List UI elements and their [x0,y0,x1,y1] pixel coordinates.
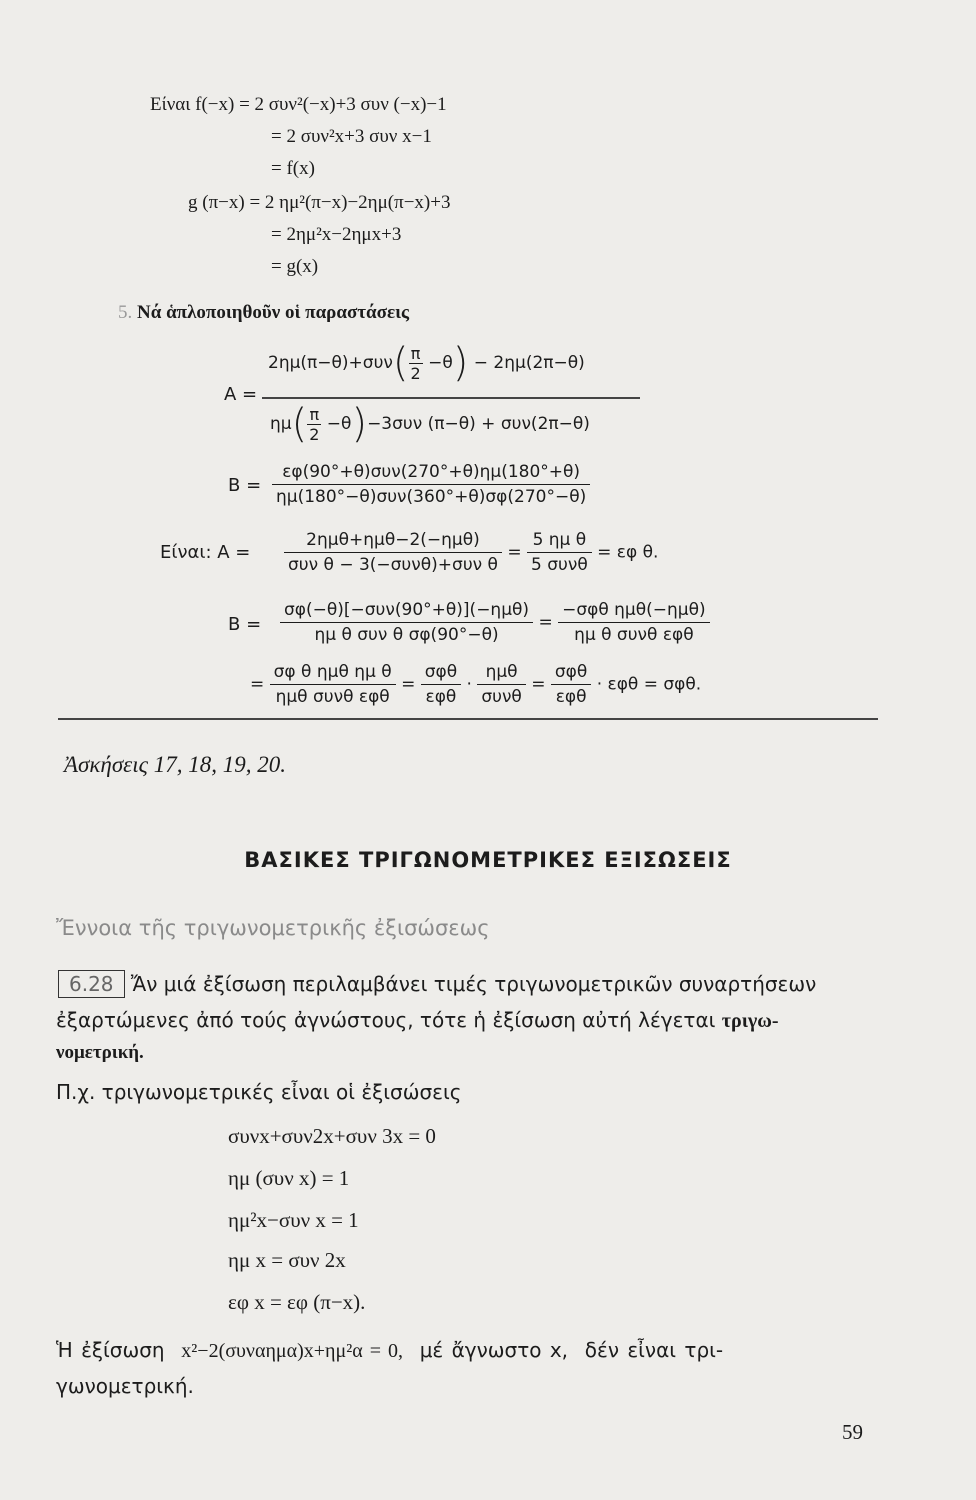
equation-2: ημ (συν x) = 1 [228,1166,350,1190]
solA-den: συν θ − 3(−συνθ)+συν θ [288,555,498,575]
B-denominator: ημ(180°−θ)συν(360°+θ)σφ(270°−θ) [276,487,587,507]
solB2-result: · εφθ = σφθ. [596,674,702,695]
counter-equation: x²−2(συναημα)x+ημ²α = 0, [181,1340,403,1362]
equation-4: ημ x = συν 2x [228,1248,346,1272]
solA-label: Είναι: A = [160,542,251,563]
solA-num2: 5 ημ θ [527,530,592,553]
A-num-pi: π [409,344,423,364]
f-line-1 [150,94,447,116]
solA-den2: 5 συνθ [531,555,588,575]
solB-num: σφ(−θ)[−συν(90°+θ)](−ημθ) [280,600,533,623]
exercise-5-heading [118,302,409,324]
solB2-den: ημθ συνθ εφθ [275,687,390,707]
f-eq-1: f(−x) = 2 συν²(−x)+3 συν (−x)−1 [195,94,447,115]
solB2-eq2: = [401,674,416,695]
A-fraction-bar [262,397,640,399]
A-den-two: 2 [309,424,320,444]
solB2-f1-den: εφθ [425,687,457,707]
solB2-dot: · [466,674,472,695]
section-divider [58,718,878,720]
f-line-2: = 2 συν²x+3 συν x−1 [271,126,432,147]
g-line-1: g (π−x) = 2 ημ²(π−x)−2ημ(π−x)+3 [188,192,451,213]
solA-result: = εφ θ. [597,542,659,563]
f-line-3: = f(x) [271,158,315,179]
counter-line-1 [56,1338,723,1363]
solB2-eq3: = [531,674,546,695]
solB2-f3-den: εφθ [555,687,587,707]
solB-expression [280,600,710,645]
g-line-2: = 2ημ²x−2ημx+3 [271,224,402,245]
solA-num: 2ημθ+ημθ−2(−ημθ) [284,530,502,553]
solB-eq: = [538,612,553,633]
A-num-inner: −θ [428,353,453,373]
counter-text-d: δέν εἶναι τρι- [584,1338,724,1362]
solB2-f2-den: συνθ [481,687,522,707]
solB-label: B = [228,614,262,635]
para-number: 6.28 [58,970,125,998]
A-den-inner: −θ [326,414,352,434]
A-num-left: 2ημ(π−θ)+συν [268,353,393,373]
para-text-2a: ἐξαρτώμενες ἀπό τούς ἀγνώστους, τότε ἡ ἐξίσωση αὐτή λέγεται [56,1008,716,1032]
A-den-pi: π [307,405,321,425]
solA-eq: = [507,542,522,563]
exercises-reference: Ἀσκήσεις 17, 18, 19, 20. [64,752,286,777]
A-num-right: − 2ημ(2π−θ) [473,353,585,373]
A-den-pi-frac [307,405,321,444]
para-line-2 [56,1008,779,1033]
para-line-3: νομετρική. [56,1042,144,1063]
page-number: 59 [842,1420,863,1444]
counter-text-a: Ἡ ἐξίσωση [56,1338,165,1362]
g-line-3: = g(x) [271,256,319,277]
B-label: B = [228,475,262,496]
counter-text-c: μέ ἄγνωστο x, [419,1338,569,1362]
section-heading: ΒΑΣΙΚΕΣ ΤΡΙΓΩΝΟΜΕΤΡΙΚΕΣ ΕΞΙΣΩΣΕΙΣ [244,848,732,872]
B-fraction [272,462,590,507]
solB2-num: σφ θ ημθ ημ θ [270,662,396,685]
A-label: A = [224,384,258,405]
solB2-f2-num: ημθ [477,662,526,685]
solB2-expression [250,662,701,707]
solB-den2: ημ θ συνθ εφθ [574,625,694,645]
equation-1: συνx+συν2x+συν 3x = 0 [228,1124,436,1148]
section-subheading: Ἔννοια τῆς τριγωνομετρικῆς ἐξισώσεως [56,916,490,940]
solB-num2: −σφθ ημθ(−ημθ) [558,600,710,623]
para-line-1 [58,970,816,998]
A-den-right: −3συν (π−θ) + συν(2π−θ) [367,414,590,434]
solA-expression [284,530,658,575]
exercise-number: 5. [118,302,133,323]
solB2-eq: = [250,674,265,695]
equation-5: εφ x = εφ (π−x). [228,1290,366,1314]
counter-line-2: γωνομετρική. [56,1374,194,1398]
exercise-title: Νά ἁπλοποιηθοῦν οἱ παραστάσεις [137,302,410,323]
B-numerator: εφ(90°+θ)συν(270°+θ)ημ(180°+θ) [272,462,590,485]
solB2-f3-num: σφθ [551,662,591,685]
solB2-f1-num: σφθ [421,662,461,685]
A-denominator: ημ( $\frac{\pi}{2}$ −θ)−3συν (π−θ) + συν(2π−θ) [270,401,590,447]
equation-3: ημ²x−συν x = 1 [228,1208,359,1232]
f-label: Είναι [150,94,191,115]
para-text-1: Ἄν μιά ἐξίσωση περιλαμβάνει τιμές τριγωνομετρικῶν συναρτήσεων [130,972,817,996]
A-num-pi-frac [409,344,423,383]
solB-den: ημ θ συν θ σφ(90°−θ) [314,625,499,645]
example-intro: Π.χ. τριγωνομετρικές εἶναι οἱ ἐξισώσεις [56,1080,462,1104]
A-numerator: 2ημ(π−θ)+συν( $\frac{\pi}{2}$ −θ) − 2ημ(2π−θ) [268,340,585,386]
A-den-left: ημ [270,414,292,434]
para-text-2b: τριγω- [721,1010,779,1032]
A-num-two: 2 [410,363,421,383]
